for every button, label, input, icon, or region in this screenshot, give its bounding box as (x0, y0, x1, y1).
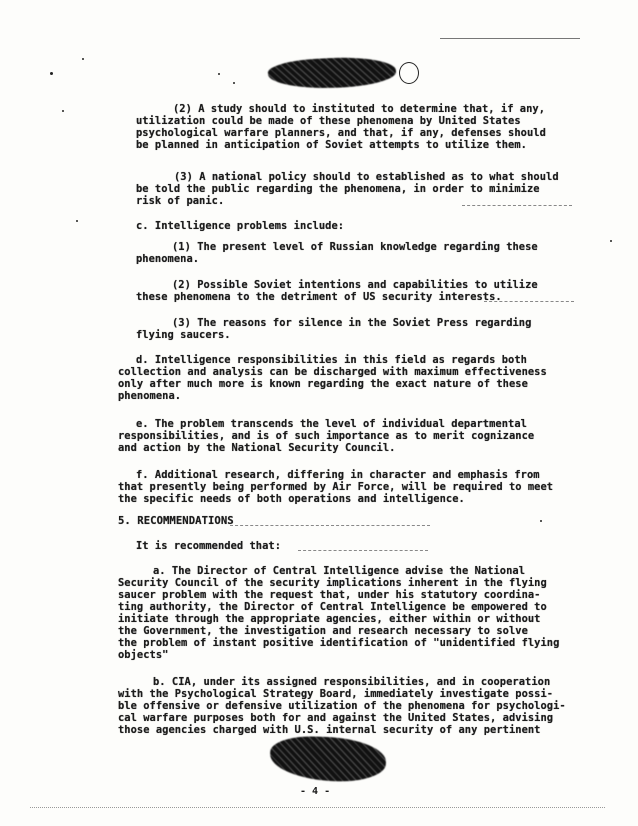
text-line: (3) A national policy should to established as to what should (174, 171, 559, 183)
text-line: ble offensive or defensive utilization of the phenomena for psychologi- (118, 700, 566, 712)
text-line: these phenomena to the detriment of US security interests. (136, 291, 502, 303)
text-line: (2) A study should to instituted to determine that, if any, (173, 103, 546, 115)
text-line: It is recommended that: (136, 540, 282, 552)
text-line: (2) Possible Soviet intentions and capabilities to utilize (172, 279, 538, 291)
text-line: phenomena. (118, 390, 182, 402)
text-line: the Government, the investigation and research necessary to solve (118, 625, 528, 637)
text-line: those agencies charged with U.S. internal security of any pertinent (118, 724, 541, 736)
scan-artifact-line (462, 205, 572, 206)
text-line: cal warfare purposes both for and against the United States, advising (118, 712, 554, 724)
text-line: a. The Director of Central Intelligence advise the National (153, 565, 526, 577)
text-line: f. Additional research, differing in character and emphasis from (136, 469, 540, 481)
text-line: flying saucers. (136, 329, 231, 341)
section-heading: 5. RECOMMENDATIONS (118, 515, 234, 527)
text-line: responsibilities, and is of such importance as to merit cognizance (118, 430, 535, 442)
redaction-mark-bottom (269, 735, 386, 783)
text-line: initiate through the appropriate agencies, either within or without (118, 613, 541, 625)
text-line: be planned in anticipation of Soviet attempts to utilize them. (136, 139, 527, 151)
text-line: (1) The present level of Russian knowledge regarding these (172, 241, 538, 253)
text-line: the specific needs of both operations and intelligence. (118, 493, 465, 505)
text-line: risk of panic. (136, 195, 225, 207)
text-line: b. CIA, under its assigned responsibilities, and in cooperation (153, 676, 551, 688)
scan-artifact-line (230, 525, 430, 526)
text-line: be told the public regarding the phenomena, in order to minimize (136, 183, 540, 195)
text-line: only after much more is known regarding the exact nature of these (118, 378, 528, 390)
text-line: objects" (118, 649, 169, 661)
page-number: - 4 - (300, 786, 331, 797)
text-line: psychological warfare planners, and that, if any, defenses should (136, 127, 546, 139)
scan-edge-line (30, 807, 605, 808)
scan-artifact-line (484, 301, 574, 302)
text-line: e. The problem transcends the level of individual departmental (136, 418, 527, 430)
scan-artifact-line (298, 550, 428, 551)
text-line: with the Psychological Strategy Board, immediately investigate possi- (118, 688, 554, 700)
text-line: saucer problem with the request that, under his statutory coordina- (118, 589, 541, 601)
text-line: utilization could be made of these phenomena by United States (136, 115, 521, 127)
text-line: (3) The reasons for silence in the Soviet Press regarding (172, 317, 532, 329)
text-line: phenomena. (136, 253, 200, 265)
text-line: collection and analysis can be discharged with maximum effectiveness (118, 366, 547, 378)
text-line: that presently being performed by Air Force, will be required to meet (118, 481, 554, 493)
text-line: ting authority, the Director of Central Intelligence be empowered to (118, 601, 547, 613)
text-line: c. Intelligence problems include: (136, 220, 345, 232)
text-line: and action by the National Security Council. (118, 442, 396, 454)
text-line: Security Council of the security implications inherent in the flying (118, 577, 547, 589)
text-line: the problem of instant positive identification of "unidentified flying (118, 637, 560, 649)
text-line: d. Intelligence responsibilities in this field as regards both (136, 354, 527, 366)
